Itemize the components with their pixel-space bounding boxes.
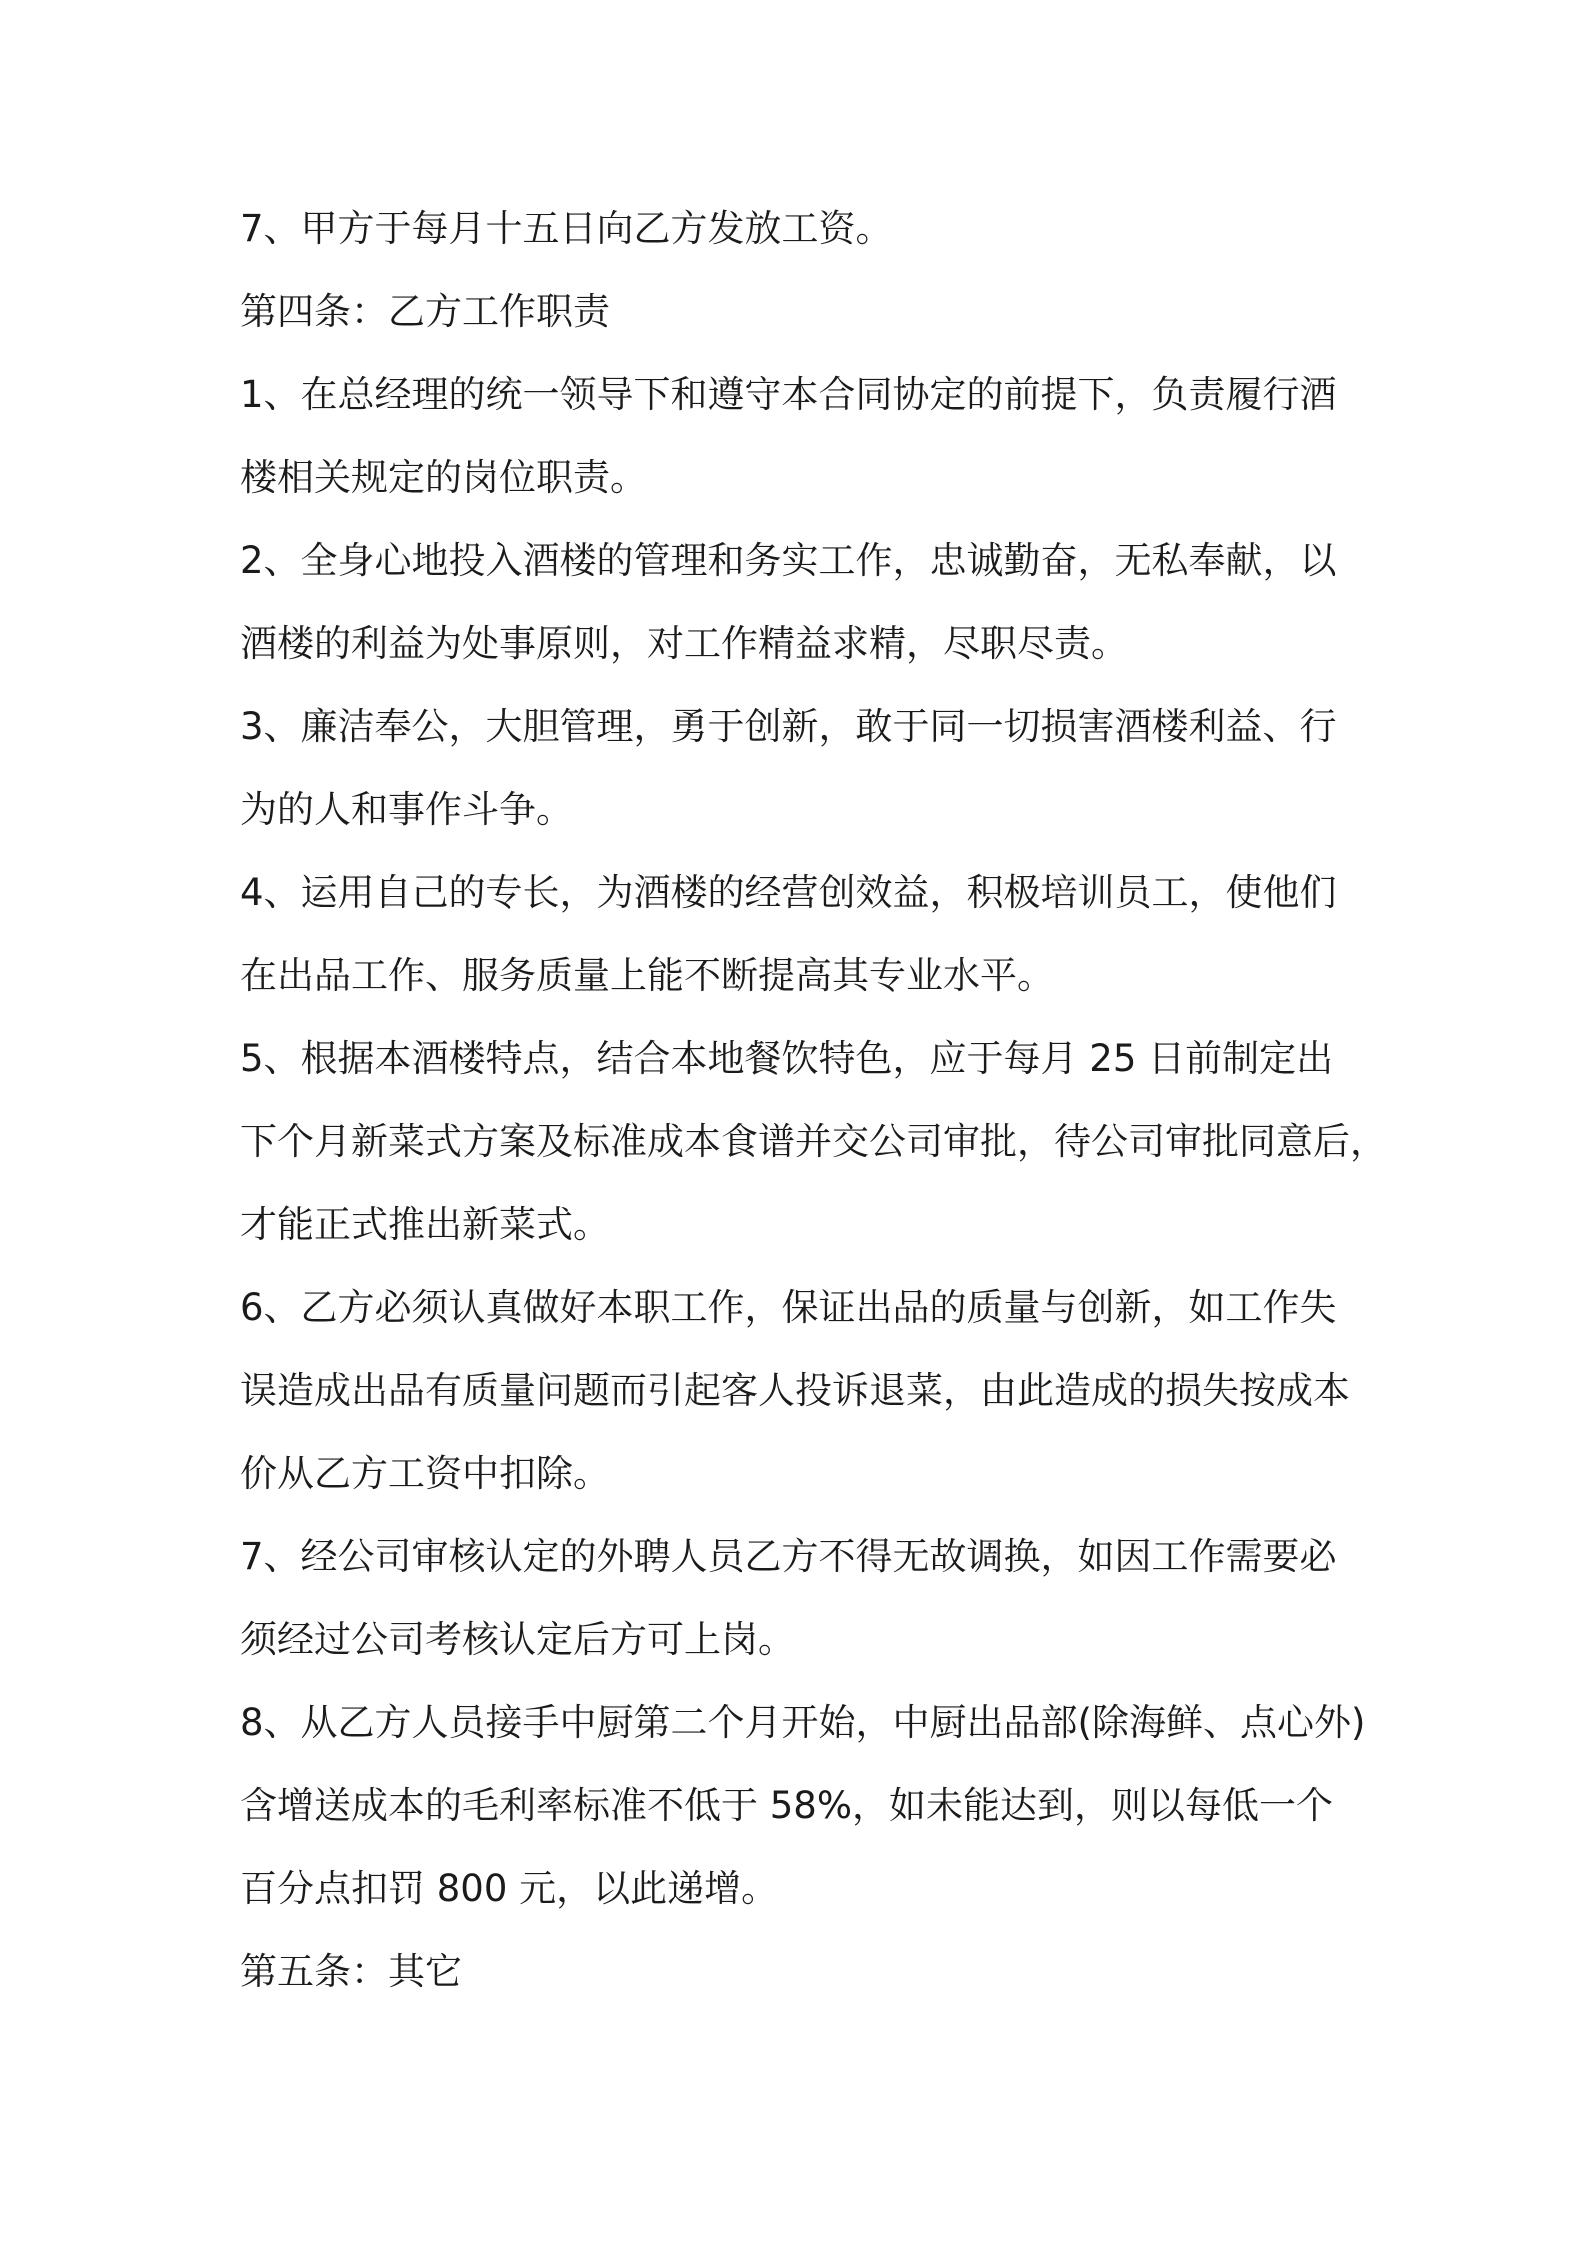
- article-4-item-2-line-2: 酒楼的利益为处事原则，对工作精益求精，尽职尽责。: [240, 622, 1128, 665]
- article-4-item-7-line-2: 须经过公司考核认定后方可上岗。: [240, 1618, 795, 1661]
- article-4-item-5-line-3: 才能正式推出新菜式。: [240, 1203, 610, 1246]
- article-4-item-8-line-3: 百分点扣罚 800 元，以此递增。: [240, 1867, 779, 1910]
- article-4-item-6-line-2: 误造成出品有质量问题而引起客人投诉退菜，由此造成的损失按成本: [240, 1369, 1350, 1412]
- article-4-item-8-line-1: 8、从乙方人员接手中厨第二个月开始，中厨出品部(除海鲜、点心外): [240, 1701, 1366, 1744]
- article-4-heading: 第四条：乙方工作职责: [240, 290, 610, 333]
- article-4-item-2-line-1: 2、全身心地投入酒楼的管理和务实工作，忠诚勤奋，无私奉献，以: [240, 539, 1337, 582]
- article-4-item-5-line-1: 5、根据本酒楼特点，结合本地餐饮特色，应于每月 25 日前制定出: [240, 1037, 1334, 1080]
- article-4-item-6-line-1: 6、乙方必须认真做好本职工作，保证出品的质量与创新，如工作失: [240, 1286, 1337, 1329]
- article-4-item-4-line-2: 在出品工作、服务质量上能不断提高其专业水平。: [240, 954, 1054, 997]
- article-4-item-5-line-2: 下个月新菜式方案及标准成本食谱并交公司审批，待公司审批同意后，: [240, 1120, 1387, 1163]
- article-4-item-7-line-1: 7、经公司审核认定的外聘人员乙方不得无故调换，如因工作需要必: [240, 1535, 1337, 1578]
- article-4-item-8-line-2: 含增送成本的毛利率标准不低于 58%，如未能达到，则以每低一个: [240, 1784, 1333, 1827]
- article-4-item-3-line-2: 为的人和事作斗争。: [240, 788, 573, 831]
- clause-3-item-7: 7、甲方于每月十五日向乙方发放工资。: [240, 207, 893, 250]
- article-4-item-3-line-1: 3、廉洁奉公，大胆管理，勇于创新，敢于同一切损害酒楼利益、行: [240, 705, 1337, 748]
- article-4-item-1-line-1: 1、在总经理的统一领导下和遵守本合同协定的前提下，负责履行酒: [240, 373, 1337, 416]
- article-4-item-1-line-2: 楼相关规定的岗位职责。: [240, 456, 647, 499]
- article-4-item-4-line-1: 4、运用自己的专长，为酒楼的经营创效益，积极培训员工，使他们: [240, 871, 1337, 914]
- article-5-heading: 第五条：其它: [240, 1950, 462, 1993]
- article-4-item-6-line-3: 价从乙方工资中扣除。: [240, 1452, 610, 1495]
